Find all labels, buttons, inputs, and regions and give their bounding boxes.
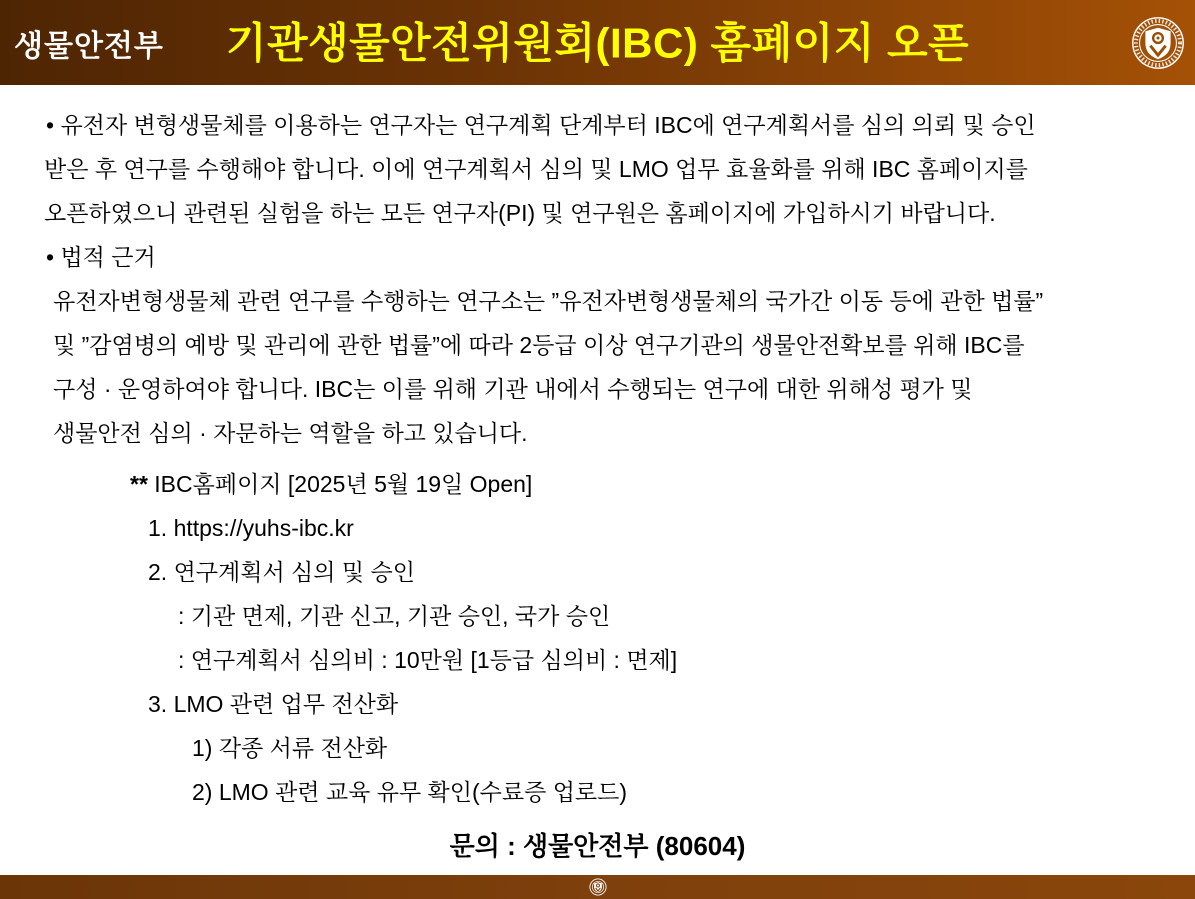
yonsei-university-emblem-icon	[1131, 16, 1185, 70]
paragraph-line: • 유전자 변형생물체를 이용하는 연구자는 연구계획 단계부터 IBC에 연구계획서를 심의 의뢰 및 승인	[46, 112, 1036, 138]
homepage-info-list	[0, 462, 1195, 814]
homepage-url-item: 1. https://yuhs-ibc.kr	[148, 515, 354, 541]
announcement-body	[0, 103, 1195, 814]
paragraph-line: 생물안전 심의 · 자문하는 역할을 하고 있습니다.	[53, 420, 528, 446]
page-title: 기관생물안전위원회(IBC) 홈페이지 오픈	[225, 19, 970, 67]
homepage-heading-text: IBC홈페이지 [2025년 5월 19일 Open]	[147, 471, 533, 497]
paragraph-line: 구성 · 운영하여야 합니다. IBC는 이를 위해 기관 내에서 수행되는 연구에 대한 위해성 평가 및	[53, 376, 973, 402]
paragraph-line: 및 ”감염병의 예방 및 관리에 관한 법률”에 따라 2등급 이상 연구기관의 생물안전확보를 위해 IBC를	[53, 332, 1025, 358]
header-bar	[0, 0, 1195, 85]
list-subitem: : 연구계획서 심의비 : 10만원 [1등급 심의비 : 면제]	[178, 647, 678, 673]
homepage-heading	[0, 462, 1195, 506]
department-label: 생물안전부	[14, 29, 164, 63]
list-subitem: : 기관 면제, 기관 신고, 기관 승인, 국가 승인	[178, 603, 611, 629]
list-subitem: 1) 각종 서류 전산화	[192, 735, 388, 761]
asterisk-marker: **	[130, 471, 148, 497]
yonsei-emblem-small-icon	[589, 878, 607, 896]
paragraph-line: 받은 후 연구를 수행해야 합니다. 이에 연구계획서 심의 및 LMO 업무 효율화를 위해 IBC 홈페이지를	[44, 156, 1028, 182]
paragraph-line: 오픈하였으니 관련된 실험을 하는 모든 연구자(PI) 및 연구원은 홈페이지에 가입하시기 바랍니다.	[44, 200, 996, 226]
paragraph-line: 유전자변형생물체 관련 연구를 수행하는 연구소는 ”유전자변형생물체의 국가간 이동 등에 관한 법률”	[53, 288, 1044, 314]
contact-info: 문의 : 생물안전부 (80604)	[449, 831, 746, 861]
list-subitem: 2) LMO 관련 교육 유무 확인(수료증 업로드)	[192, 779, 628, 805]
legal-basis-heading: • 법적 근거	[46, 244, 156, 270]
list-item: 3. LMO 관련 업무 전산화	[148, 691, 399, 717]
list-item: 2. 연구계획서 심의 및 승인	[148, 559, 415, 585]
footer-bar	[0, 875, 1195, 899]
